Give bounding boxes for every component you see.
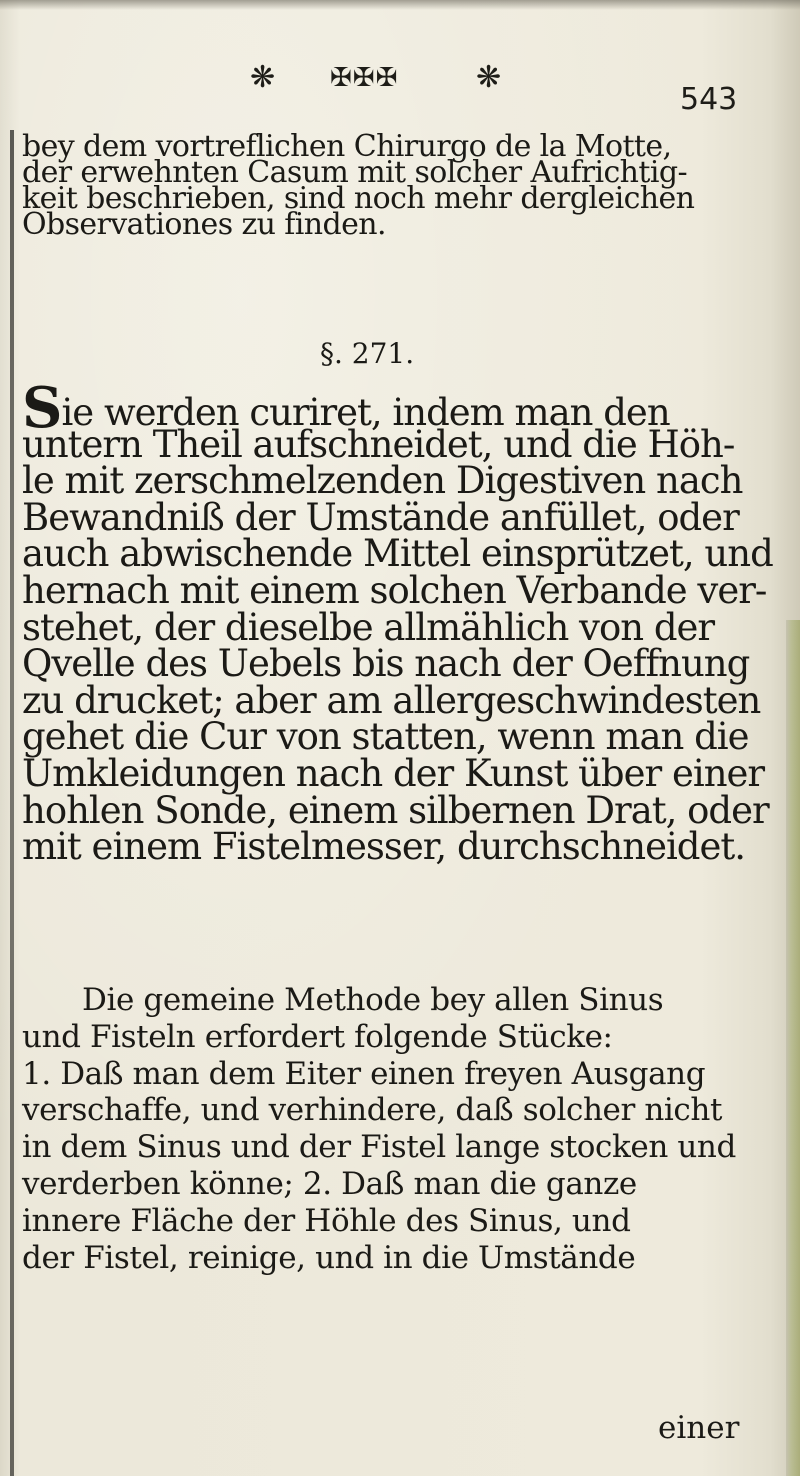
text-line: gehet die Cur von statten, wenn man die: [22, 715, 749, 759]
text-line: hernach mit einem solchen Verbande ver-: [22, 568, 767, 612]
text-line: Bewandniß der Umstände anfüllet, oder: [22, 495, 739, 539]
text-line: Qvelle des Uebels bis nach der Oeffnung: [22, 642, 750, 686]
text-line: keit beschrieben, sind noch mehr dergleichen: [22, 181, 695, 216]
text-line: bey dem vortreflichen Chirurgo de la Motte,: [22, 129, 672, 164]
text-line: innere Fläche der Höhle des Sinus, und: [22, 1202, 631, 1239]
text-line: zu drucket; aber am allergeschwindesten: [22, 678, 761, 722]
text-line-first: [22, 375, 792, 441]
text-line: 1. Daß man dem Eiter einen freyen Ausgang: [22, 1055, 706, 1092]
text-line: verderben könne; 2. Daß man die ganze: [22, 1165, 637, 1202]
text-line: Observationes zu finden.: [22, 207, 386, 242]
text-line: in dem Sinus und der Fistel lange stocken und: [22, 1129, 736, 1166]
text-line: Umkleidungen nach der Kunst über einer: [22, 751, 765, 795]
page-gutter-edge: [10, 130, 14, 1476]
ornament-left-icon: ❋: [250, 60, 276, 95]
page-header: [0, 60, 800, 117]
intro-paragraph: [22, 129, 792, 242]
text-line: le mit zerschmelzenden Digestiven nach: [22, 459, 743, 503]
text-line: hohlen Sonde, einem silbernen Drat, oder: [22, 788, 769, 832]
text-line: stehet, der dieselbe allmählich von der: [22, 605, 715, 649]
ornament-right-icon: ❋: [476, 60, 502, 95]
first-line-text: ie werden curiret, indem man den: [61, 391, 670, 434]
ornament-middle-icon: ✠✠✠: [330, 63, 399, 93]
text-line: der erwehnten Casum mit solcher Aufrichtig-: [22, 155, 687, 190]
text-line: Die gemeine Methode bey allen Sinus: [82, 982, 664, 1018]
text-line: auch abwischende Mittel einsprützet, und: [22, 532, 773, 576]
page-number: 543: [680, 82, 738, 117]
catchword: einer: [658, 1410, 740, 1446]
text-line: untern Theil aufschneidet, und die Höh-: [22, 422, 735, 466]
text-line: verschaffe, und verhindere, daß solcher nicht: [22, 1092, 722, 1129]
main-paragraph: [22, 375, 792, 869]
drop-cap: S: [22, 375, 62, 441]
page-top-shadow: [0, 0, 800, 10]
text-line: der Fistel, reinige, und in die Umstände: [22, 1239, 636, 1276]
text-line: und Fisteln erfordert folgende Stücke:: [22, 1018, 613, 1055]
text-line: mit einem Fistelmesser, durchschneidet.: [22, 825, 746, 869]
second-paragraph: [22, 982, 792, 1276]
section-heading: §. 271.: [320, 337, 415, 370]
